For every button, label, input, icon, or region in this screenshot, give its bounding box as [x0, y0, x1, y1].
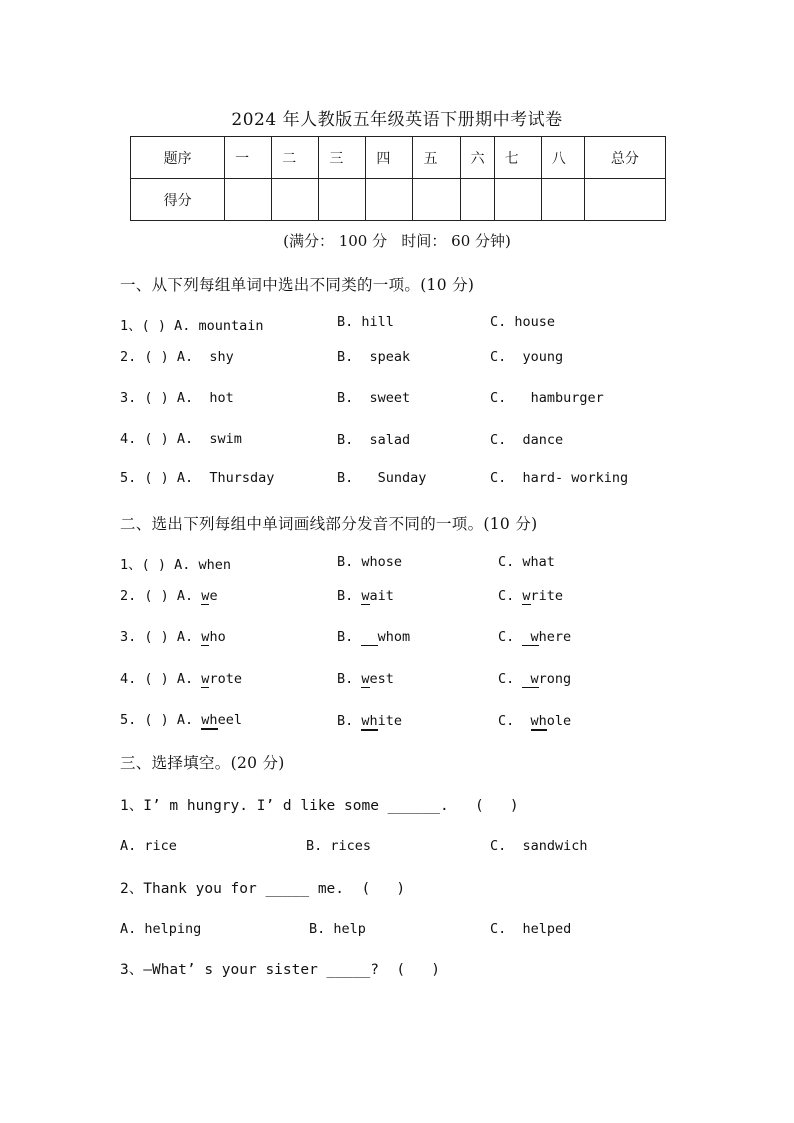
score-cell-blank: [319, 179, 366, 221]
underlined-letters: w: [361, 671, 370, 687]
s2-q5-option-a: 5. ( ) A. wheel: [120, 712, 242, 728]
score-row-label: 得分: [131, 179, 225, 221]
s1-q1-option-c: C. house: [490, 314, 556, 330]
s1-q5-option-b: B. Sunday: [337, 470, 427, 486]
s1-q1-option-b: B. hill: [337, 314, 394, 330]
s1-q5-option-c: C. hard- working: [490, 470, 629, 486]
s2-q5-option-b: B. white: [337, 713, 403, 729]
s2-q1-option-a: 1、( ) A. when: [120, 557, 232, 573]
s1-q2-option-c: C. young: [490, 349, 564, 365]
s2-q3-option-a: 3. ( ) A. who: [120, 629, 226, 645]
s3-q2-option-a: A. helping: [120, 921, 202, 937]
s2-q4-option-a: 4. ( ) A. wrote: [120, 671, 242, 687]
exam-meta: (满分： 100 分 时间： 60 分钟): [283, 232, 511, 250]
s2-q5-option-c: C. whole: [498, 713, 572, 729]
underlined-letters: w: [522, 629, 539, 645]
underlined-letters: w: [522, 588, 531, 604]
score-table: [130, 136, 666, 221]
s1-q4-option-c: C. dance: [490, 432, 564, 448]
underlined-letters: w: [201, 588, 210, 604]
underlined-letters: w: [201, 671, 210, 687]
score-cell-blank: [460, 179, 494, 221]
score-cell-blank: [366, 179, 413, 221]
score-cell-header: 六: [460, 137, 494, 179]
score-cell-header: 二: [272, 137, 319, 179]
s1-q5-option-a: 5. ( ) A. Thursday: [120, 470, 275, 486]
s3-q2-option-b: B. help: [309, 921, 366, 937]
s1-q2-option-a: 2. ( ) A. shy: [120, 349, 234, 365]
s3-q3-stem: 3、—What’ s your sister _____? ( ): [120, 962, 441, 978]
s3-q2-stem: 2、Thank you for _____ me. ( ): [120, 881, 406, 897]
s3-q1-stem: 1、I’ m hungry. I’ d like some ______. ( ): [120, 798, 519, 814]
score-table-score-row: [131, 179, 666, 221]
score-table-header-row: [131, 137, 666, 179]
s3-q1-option-b: B. rices: [306, 838, 372, 854]
underlined-letters: w: [522, 671, 539, 687]
section-2-heading: 二、选出下列每组中单词画线部分发音不同的一项。(10 分): [120, 515, 538, 533]
s2-q3-option-b: B. whom: [337, 629, 411, 645]
section-1-heading: 一、从下列每组单词中选出不同类的一项。(10 分): [120, 276, 475, 294]
underlined-letters: w: [361, 588, 370, 604]
score-cell-total: 总分: [584, 137, 665, 179]
score-cell-blank: [494, 179, 541, 221]
s1-q2-option-b: B. speak: [337, 349, 411, 365]
s2-q2-option-a: 2. ( ) A. we: [120, 588, 218, 604]
score-cell-header: 七: [494, 137, 541, 179]
underlined-letters: [361, 629, 377, 646]
s1-q1-option-a: 1、( ) A. mountain: [120, 318, 264, 334]
s1-q3-option-a: 3. ( ) A. hot: [120, 390, 234, 406]
s2-q2-option-b: B. wait: [337, 588, 394, 604]
section-3-heading: 三、选择填空。(20 分): [120, 754, 285, 772]
score-cell-blank: [272, 179, 319, 221]
score-cell-header: 八: [541, 137, 584, 179]
underlined-letters: wh: [201, 712, 218, 728]
page-title: 2024 年人教版五年级英语下册期中考试卷: [231, 110, 563, 130]
s3-q2-option-c: C. helped: [490, 921, 572, 937]
score-cell-header: 一: [225, 137, 272, 179]
score-cell-header: 五: [413, 137, 460, 179]
s2-q2-option-c: C. write: [498, 588, 564, 604]
s2-q1-option-c: C. what: [498, 554, 555, 570]
score-cell-blank: [413, 179, 460, 221]
s2-q4-option-b: B. west: [337, 671, 394, 687]
s1-q3-option-b: B. sweet: [337, 390, 411, 406]
s2-q1-option-b: B. whose: [337, 554, 403, 570]
score-cell-header: 三: [319, 137, 366, 179]
s2-q3-option-c: C. where: [498, 629, 572, 645]
score-cell-blank: [541, 179, 584, 221]
s3-q1-option-c: C. sandwich: [490, 838, 588, 854]
score-cell-blank: [225, 179, 272, 221]
underlined-letters: w: [201, 629, 210, 645]
s2-q4-option-c: C. wrong: [498, 671, 572, 687]
s1-q4-option-a: 4. ( ) A. swim: [120, 431, 242, 447]
score-cell-blank: [584, 179, 665, 221]
s1-q4-option-b: B. salad: [337, 432, 411, 448]
score-cell-label: 题序: [131, 137, 225, 179]
underlined-letters: wh: [361, 713, 378, 729]
score-cell-header: 四: [366, 137, 413, 179]
s1-q3-option-c: C. hamburger: [490, 390, 604, 406]
underlined-letters: wh: [530, 713, 547, 729]
s3-q1-option-a: A. rice: [120, 838, 177, 854]
